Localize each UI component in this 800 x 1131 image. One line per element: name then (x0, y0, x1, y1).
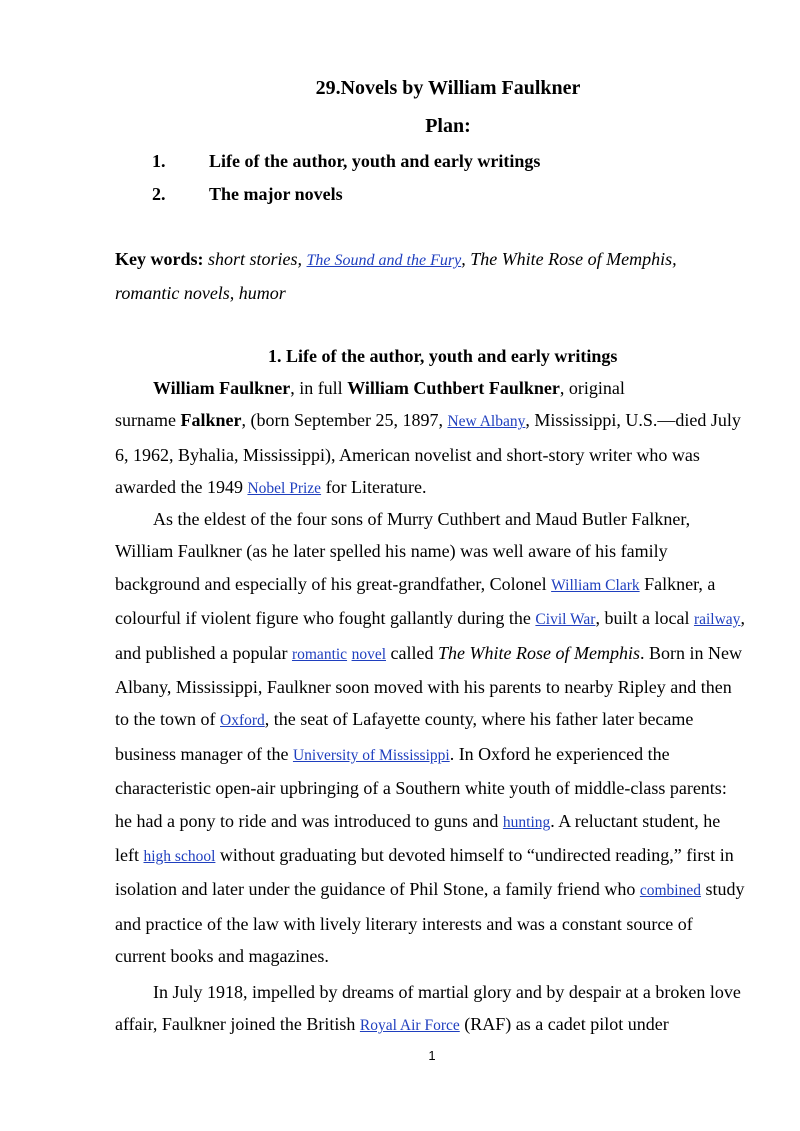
link-high-school[interactable]: high school (143, 848, 216, 866)
paragraph-1: William Faulkner, in full William Cuthbert Faulkner, original surname Falkner, (born September 25, 1897, New Albany, Mississippi, U.S.—died July 6, 1962, Byhalia, Mississippi), American novelist and short-story writer who was awarded the 1949 Nobel Prize for Literature. (115, 378, 741, 498)
plan-item: 2. The major novels (152, 184, 343, 204)
link-william-clark[interactable]: William Clark (551, 576, 640, 594)
link-novel[interactable]: novel (351, 645, 386, 663)
link-hunting[interactable]: hunting (502, 813, 551, 831)
page-number: 1 (428, 1048, 436, 1063)
link-combined[interactable]: combined (639, 882, 701, 900)
paragraph-3: In July 1918, impelled by dreams of martial glory and by despair at a broken love affair, Faulkner joined the British Royal Air Force (RAF) as a cadet pilot under (115, 982, 741, 1035)
plan-list (152, 148, 540, 214)
link-romantic[interactable]: romantic (291, 645, 348, 663)
link-new-albany[interactable]: New Albany (447, 413, 526, 431)
plan-item: 1. Life of the author, youth and early writings (152, 151, 541, 171)
keywords-label: Key words: (115, 249, 204, 269)
link-sound-and-fury[interactable]: The Sound and the Fury (306, 252, 462, 269)
keywords-paragraph: Key words: short stories, The Sound and the Fury, The White Rose of Memphis, romantic novels, humor (115, 249, 677, 304)
link-civil-war[interactable]: Civil War (535, 611, 596, 629)
plan-heading: Plan: (425, 115, 471, 137)
link-university-of-mississippi[interactable]: University of Mississippi (292, 746, 450, 764)
document-title: 29.Novels by William Faulkner (315, 77, 581, 99)
link-nobel-prize[interactable]: Nobel Prize (247, 480, 322, 498)
link-railway[interactable]: railway (693, 611, 741, 629)
link-royal-air-force[interactable]: Royal Air Force (359, 1017, 460, 1035)
paragraph-2: As the eldest of the four sons of Murry Cuthbert and Maud Butler Falkner, William Faulkner (as he later spelled his name) was well aware of his family background and especially of his great-grandfather, Colonel William Clark Falkner, a colourful if violent figure who fought gallantly during the Civil War, built a local railway, and published a popular romantic novel called The White Rose of Memphis. Born in New Albany, Mississippi, Faulkner soon moved with his parents to nearby Ripley and then to the town of Oxford, the seat of Lafayette county, where his father later became business manager of the University of Mississippi. In Oxford he experienced the characteristic open-air upbringing of a Southern white youth of middle-class parents: he had a pony to ride and was introduced to guns and hunting. A reluctant student, he left high school without graduating but devoted himself to “undirected reading,” first in isolation and later under the guidance of Phil Stone, a family friend who combined study and practice of the law with lively literary interests and was a constant source of current books and magazines. (115, 509, 745, 967)
section-heading: 1. Life of the author, youth and early writings (268, 346, 618, 366)
link-oxford[interactable]: Oxford (220, 712, 265, 730)
